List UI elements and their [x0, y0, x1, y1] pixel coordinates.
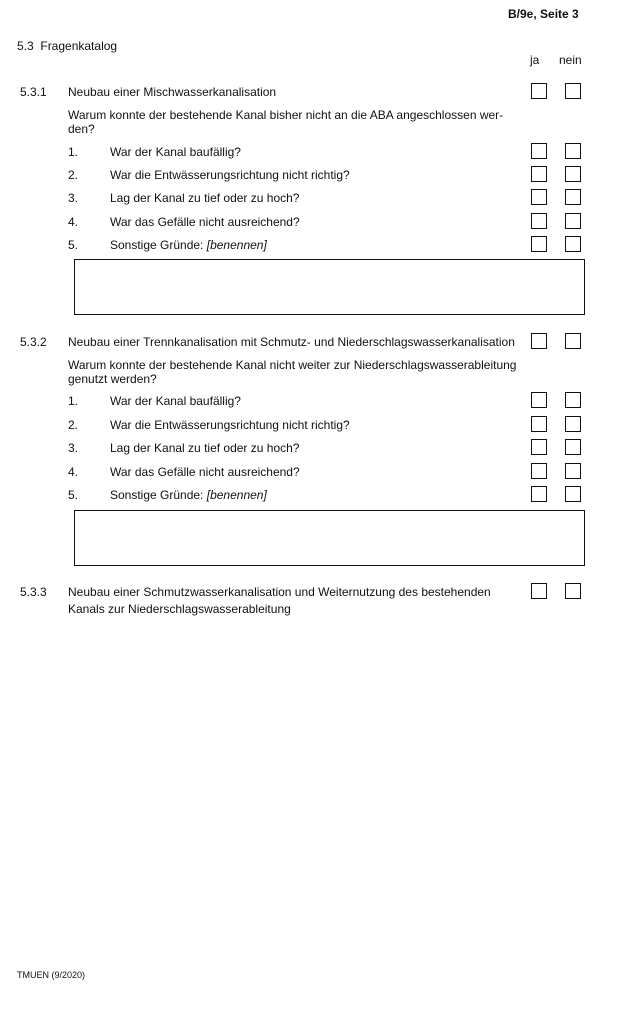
checkbox-no[interactable] — [565, 439, 581, 455]
item-hint: [benennen] — [206, 238, 267, 252]
column-header-no: nein — [559, 53, 582, 67]
checkbox-no[interactable] — [565, 189, 581, 205]
item-text — [110, 488, 267, 502]
checkbox-yes[interactable] — [531, 583, 547, 599]
checkbox-no[interactable] — [565, 583, 581, 599]
item-number: 3. — [68, 441, 79, 455]
checkbox-yes[interactable] — [531, 333, 547, 349]
checkbox-no[interactable] — [565, 236, 581, 252]
section-heading — [17, 39, 117, 53]
page-reference: B/9e, Seite 3 — [508, 7, 579, 21]
item-number: 2. — [68, 168, 79, 182]
other-reasons-textbox[interactable] — [74, 510, 585, 566]
question-number: 5.3.3 — [20, 585, 47, 599]
question-prompt-cont: genutzt werden? — [68, 372, 157, 386]
section-title: Fragenkatalog — [40, 39, 118, 53]
item-number: 3. — [68, 191, 79, 205]
question-number: 5.3.2 — [20, 335, 47, 349]
item-hint: [benennen] — [206, 488, 267, 502]
footer-code: TMUEN (9/2020) — [17, 970, 86, 980]
item-text — [110, 238, 267, 252]
checkbox-no[interactable] — [565, 416, 581, 432]
item-text: War der Kanal baufällig? — [110, 394, 241, 408]
question-number: 5.3.1 — [20, 85, 47, 99]
column-header-yes: ja — [530, 53, 540, 67]
checkbox-no[interactable] — [565, 486, 581, 502]
item-text: Lag der Kanal zu tief oder zu hoch? — [110, 441, 300, 455]
item-number: 4. — [68, 215, 79, 229]
item-number: 5. — [68, 488, 79, 502]
checkbox-yes[interactable] — [531, 486, 547, 502]
question-prompt-cont: den? — [68, 122, 95, 136]
checkbox-yes[interactable] — [531, 143, 547, 159]
checkbox-no[interactable] — [565, 213, 581, 229]
item-text: War das Gefälle nicht ausreichend? — [110, 465, 300, 479]
question-prompt: Warum konnte der bestehende Kanal bisher nicht an die ABA angeschlossen wer- — [68, 108, 504, 122]
item-number: 2. — [68, 418, 79, 432]
checkbox-yes[interactable] — [531, 166, 547, 182]
checkbox-no[interactable] — [565, 143, 581, 159]
checkbox-yes[interactable] — [531, 392, 547, 408]
item-number: 1. — [68, 145, 79, 159]
checkbox-no[interactable] — [565, 333, 581, 349]
checkbox-no[interactable] — [565, 166, 581, 182]
item-number: 1. — [68, 394, 79, 408]
question-title: Neubau einer Trennkanalisation mit Schmutz- und Niederschlagswasserkanalisation — [68, 335, 515, 349]
item-number: 4. — [68, 465, 79, 479]
item-text: Lag der Kanal zu tief oder zu hoch? — [110, 191, 300, 205]
item-label: Sonstige Gründe: — [110, 238, 207, 252]
item-text: War der Kanal baufällig? — [110, 145, 241, 159]
checkbox-yes[interactable] — [531, 463, 547, 479]
checkbox-no[interactable] — [565, 83, 581, 99]
checkbox-yes[interactable] — [531, 236, 547, 252]
question-title: Neubau einer Schmutzwasserkanalisation und Weiternutzung des bestehenden — [68, 585, 491, 599]
item-number: 5. — [68, 238, 79, 252]
question-title-cont: Kanals zur Niederschlagswasserableitung — [68, 602, 291, 616]
item-text: War die Entwässerungsrichtung nicht richtig? — [110, 418, 350, 432]
checkbox-no[interactable] — [565, 392, 581, 408]
other-reasons-textbox[interactable] — [74, 259, 585, 315]
section-number: 5.3 — [17, 39, 34, 53]
question-title: Neubau einer Mischwasserkanalisation — [68, 85, 277, 99]
item-text: War das Gefälle nicht ausreichend? — [110, 215, 300, 229]
item-text: War die Entwässerungsrichtung nicht richtig? — [110, 168, 350, 182]
checkbox-yes[interactable] — [531, 189, 547, 205]
checkbox-yes[interactable] — [531, 213, 547, 229]
checkbox-yes[interactable] — [531, 439, 547, 455]
checkbox-no[interactable] — [565, 463, 581, 479]
checkbox-yes[interactable] — [531, 83, 547, 99]
question-prompt: Warum konnte der bestehende Kanal nicht weiter zur Niederschlagswasserableitung — [68, 358, 517, 372]
item-label: Sonstige Gründe: — [110, 488, 207, 502]
checkbox-yes[interactable] — [531, 416, 547, 432]
